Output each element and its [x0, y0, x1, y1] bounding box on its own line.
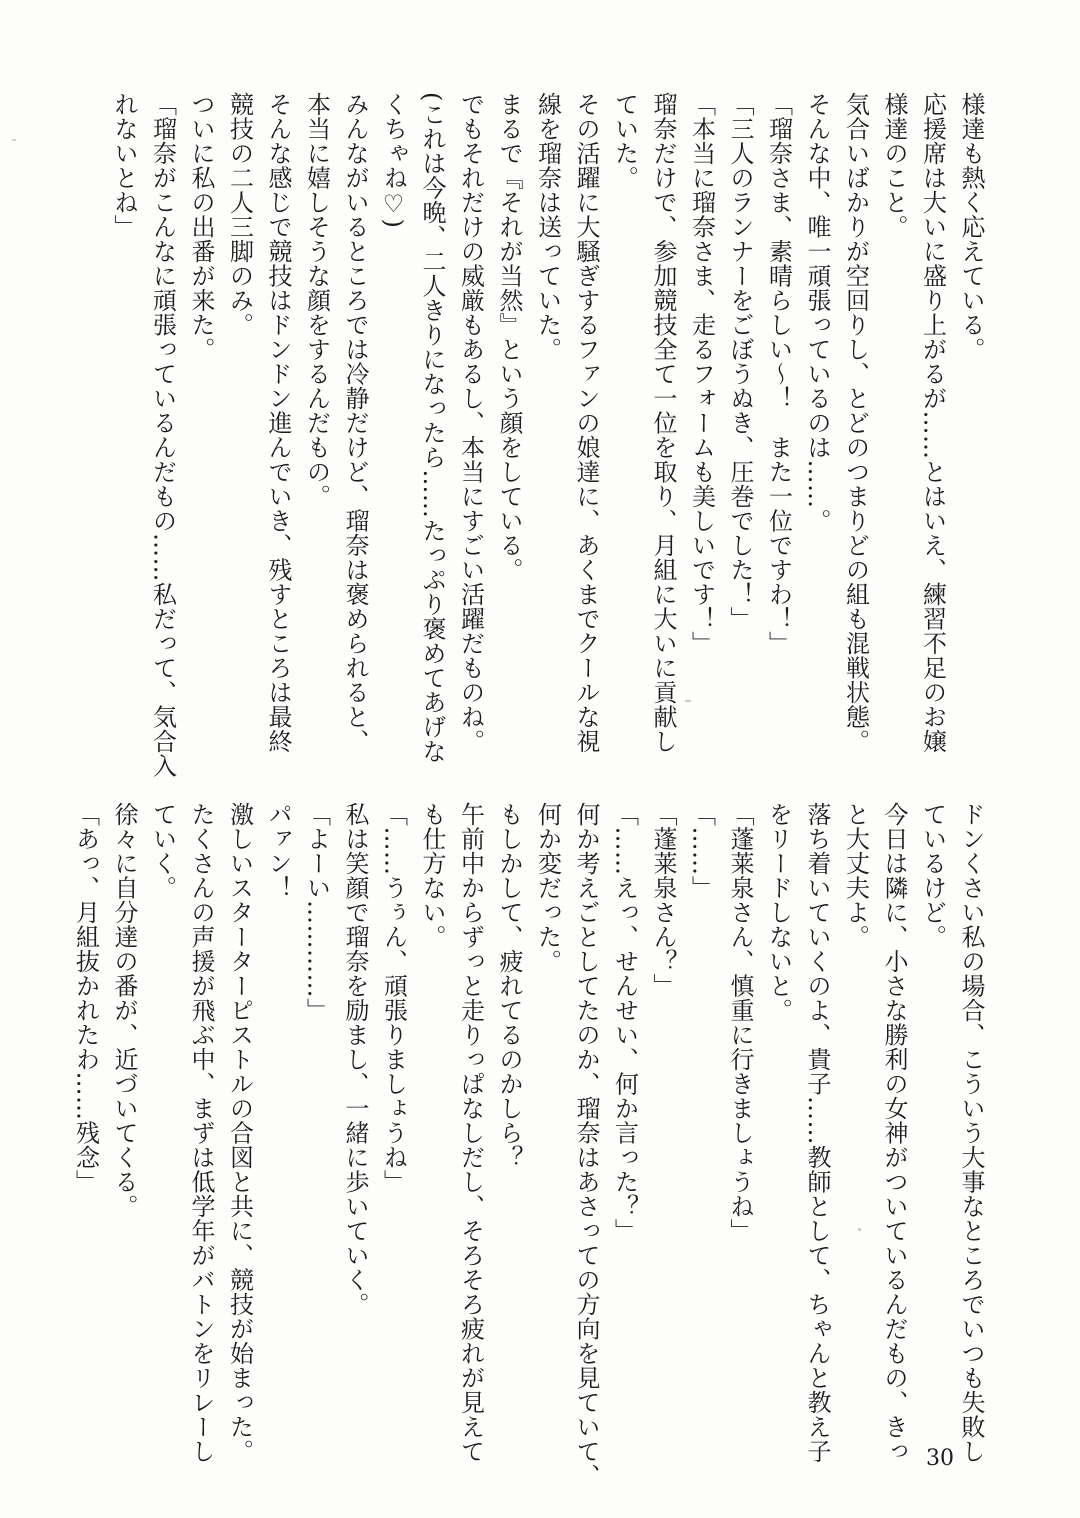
- text-line: をリードしないと。: [764, 802, 793, 1023]
- text-line: ているけど。: [918, 802, 947, 949]
- upper-text-block: [90, 92, 990, 778]
- scan-speck: [12, 139, 16, 141]
- text-line: くちゃね♡): [379, 92, 408, 229]
- text-line: 競技の二人三脚のみ。: [225, 92, 254, 337]
- page-number: 30: [926, 1446, 954, 1471]
- text-line: パァン！: [264, 802, 292, 900]
- text-line: 徐々に自分達の番が、近づいてくる。: [110, 802, 138, 1219]
- text-line: 「……うぅん、頑張りましょうね」: [379, 802, 408, 1194]
- text-line: も仕方ない。: [418, 802, 446, 949]
- text-line: ついに私の出番が来た。: [187, 92, 215, 362]
- text-line: 何か考えごとしてたのか、瑠奈はあさっての方向を見ていて、: [572, 802, 600, 1488]
- text-line: たくさんの声援が飛ぶ中、まずは低学年がバトンをリレーし: [187, 802, 215, 1464]
- text-line: 私は笑顔で瑠奈を励まし、一緒に歩いていく。: [341, 802, 369, 1317]
- text-line: 「蓬莱泉さん、慎重に行きましょうね」: [726, 802, 754, 1243]
- text-line: 瑠奈だけで、参加競技全て一位を取り、月組に大いに貢献し: [649, 92, 677, 754]
- text-line: 今日は隣に、小さな勝利の女神がついているんだもの、きっ: [880, 802, 908, 1464]
- text-line: 「……えっ、せんせい、何か言った？」: [610, 802, 639, 1243]
- text-line: れないとね」: [110, 92, 138, 239]
- scan-speck: [858, 1228, 861, 1231]
- text-line: みんながいるところでは冷静だけど、瑠奈は褒められると、: [341, 92, 369, 754]
- text-line: (これは今晩、二人きりになったら……たっぷり褒めてあげな: [418, 92, 446, 764]
- text-line: 何か変だった。: [533, 802, 562, 974]
- text-line: 落ち着いていくのよ、貴子……教師として、ちゃんと教え子: [803, 802, 831, 1464]
- text-line: 「蓬莱泉さん？」: [649, 802, 677, 998]
- text-line: 午前中からずっと走りっぱなしだし、そろそろ疲れが見えて: [456, 802, 485, 1464]
- text-line: 「本当に瑠奈さま、走るフォームも美しいです！」: [687, 92, 716, 656]
- text-line: そんな感じで競技はドンドン進んでいき、残すところは最終: [264, 92, 292, 754]
- text-line: 線を瑠奈は送っていた。: [533, 92, 562, 362]
- text-line: ドンくさい私の場合、こういう大事なところでいつも失敗し: [957, 802, 985, 1464]
- text-line: 本当に嬉しそうな顔をするんだもの。: [302, 92, 331, 509]
- text-line: 「瑠奈さま、素晴らしい～！ また一位ですわ！」: [764, 92, 793, 656]
- text-line: 「……」: [687, 802, 716, 900]
- text-line: ていく。: [148, 802, 177, 900]
- text-line: と大丈夫よ。: [841, 802, 870, 949]
- text-line: まるで『それが当然』という顔をしている。: [495, 92, 523, 582]
- text-line: 「瑠奈がこんなに頑張っているんだもの……私だって、気合入: [148, 92, 177, 778]
- text-line: もしかして、疲れてるのかしら？: [495, 802, 523, 1170]
- text-line: 気合いばかりが空回りし、とどのつまりどの組も混戦状態。: [841, 92, 870, 754]
- text-line: 「あっ、月組抜かれたわ……残念」: [71, 802, 100, 1194]
- text-line: ていた。: [610, 92, 639, 190]
- text-line: 激しいスターターピストルの合図と共に、競技が始まった。: [225, 802, 254, 1464]
- text-line: そんな中、唯一頑張っているのは……。: [803, 92, 831, 533]
- text-line: 応援席は大いに盛り上がるが……とはいえ、練習不足のお嬢: [918, 92, 947, 754]
- text-line: 「三人のランナーをごぼうぬき、圧巻でした！」: [726, 92, 754, 631]
- text-line: その活躍に大騒ぎするファンの娘達に、あくまでクールな視: [572, 92, 600, 754]
- text-line: でもそれだけの威厳もあるし、本当にすごい活躍だものね。: [456, 92, 485, 754]
- text-line: 様達のこと。: [880, 92, 908, 239]
- text-line: 様達も熱く応えている。: [957, 92, 985, 362]
- text-line: 「よーい…………」: [302, 802, 331, 1023]
